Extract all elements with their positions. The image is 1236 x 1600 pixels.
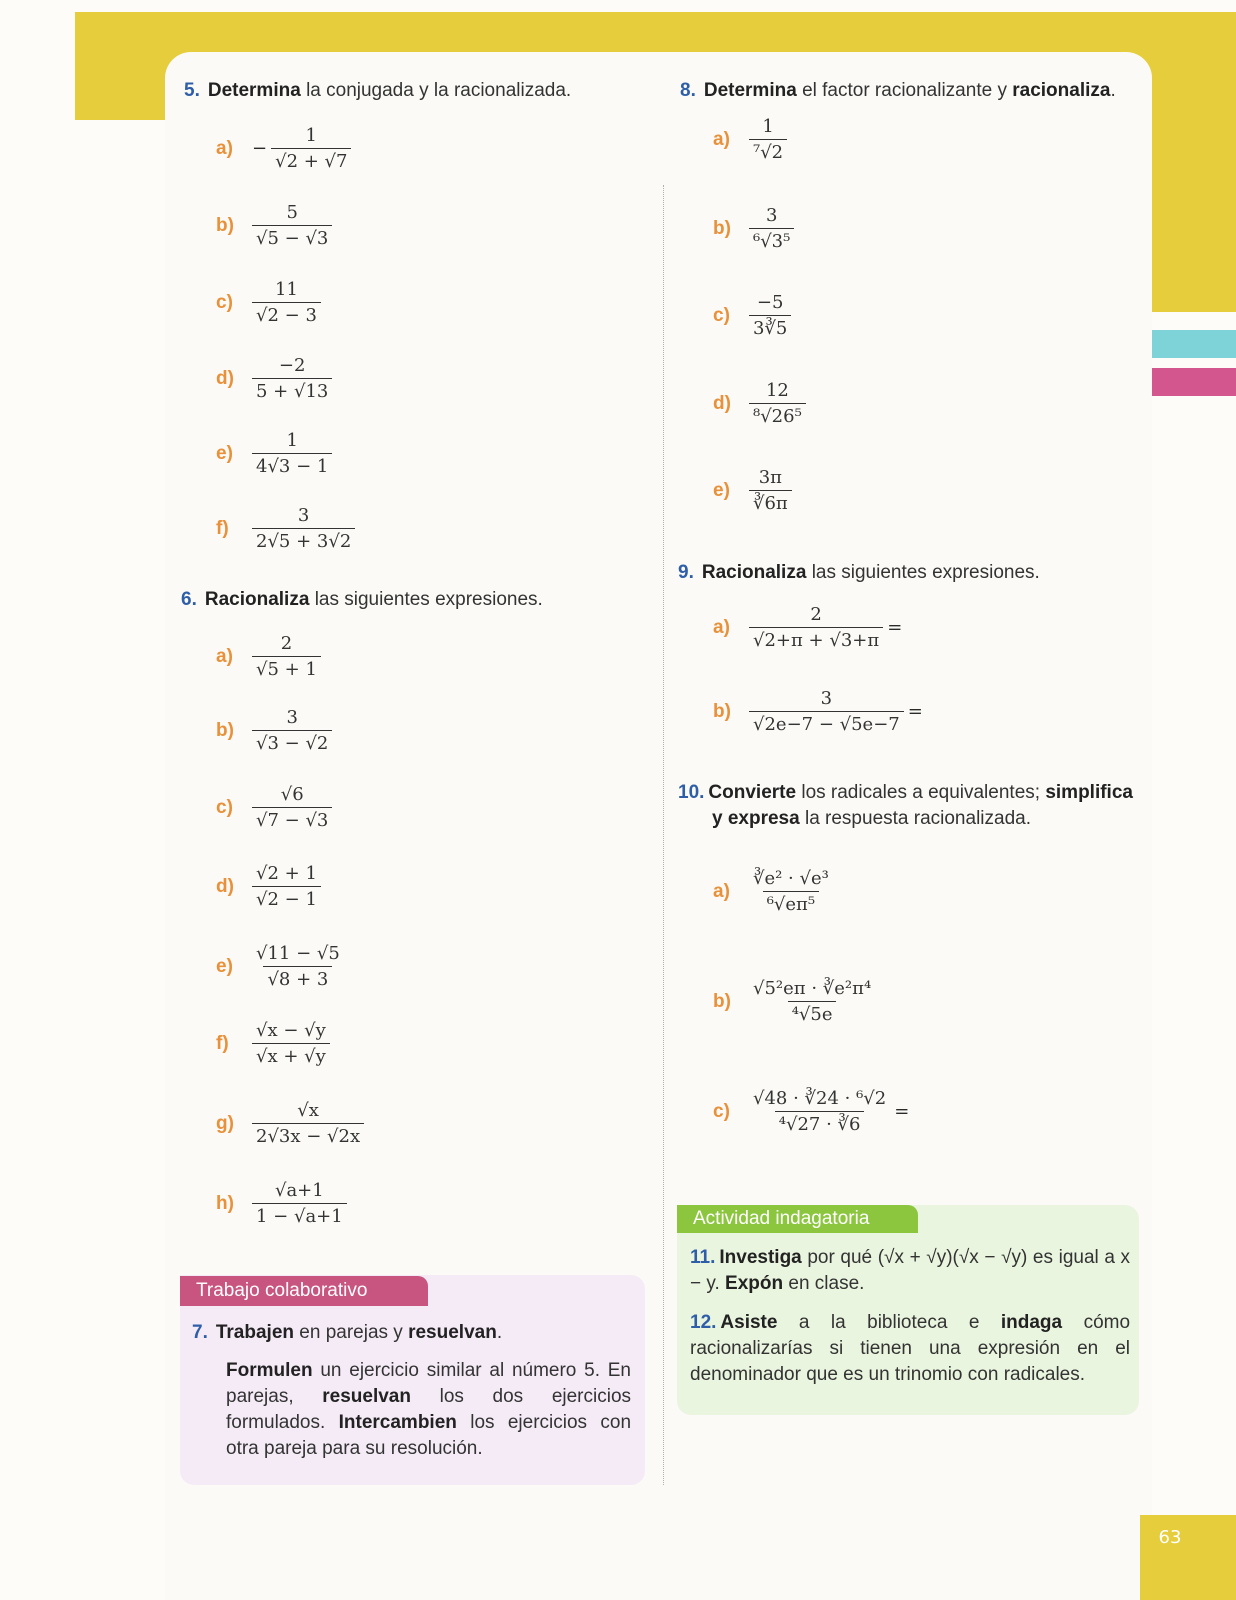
punctuation: . xyxy=(496,1322,503,1343)
exercise-5c xyxy=(216,279,321,326)
numerator: 3 xyxy=(820,688,833,709)
item-label: c) xyxy=(216,291,233,313)
numerator: √2 + 1 xyxy=(256,863,317,884)
side-color-band xyxy=(1140,12,1236,312)
item-label: c) xyxy=(216,796,233,818)
exercise-number: 10. xyxy=(678,782,705,803)
exercise-8-statement xyxy=(680,78,1116,104)
denominator: 3∛5 xyxy=(749,315,791,339)
item-label: e) xyxy=(216,955,233,977)
exercise-number: 8. xyxy=(680,80,696,101)
instruction-verb: y expresa xyxy=(712,808,800,829)
numerator: 1 xyxy=(762,116,774,137)
instruction-verb: resuelvan xyxy=(408,1322,497,1343)
instruction-verb: Intercambien xyxy=(338,1412,457,1433)
fraction xyxy=(252,430,332,477)
exercise-6h xyxy=(216,1180,347,1227)
fraction xyxy=(749,604,883,651)
fraction xyxy=(749,978,875,1025)
item-label: c) xyxy=(713,1100,730,1122)
fraction xyxy=(749,688,904,735)
fraction xyxy=(252,279,321,326)
denominator: √2 + √7 xyxy=(271,148,351,172)
denominator: ⁸√26⁵ xyxy=(749,403,806,427)
item-label: h) xyxy=(216,1192,234,1214)
exercise-7-statement xyxy=(192,1320,502,1346)
item-label: e) xyxy=(216,442,233,464)
fraction xyxy=(749,868,833,915)
exercise-6a xyxy=(216,633,321,680)
instruction-text: el factor racionalizante y xyxy=(802,80,1007,101)
denominator: √5 + 1 xyxy=(252,656,321,680)
numerator: √6 xyxy=(280,784,304,805)
exercise-6b xyxy=(216,707,332,754)
numerator: √a+1 xyxy=(274,1180,324,1201)
exercise-5f xyxy=(216,505,355,552)
exercise-5-statement xyxy=(184,78,571,104)
numerator: 3 xyxy=(297,505,310,526)
instruction-text: la respuesta racionalizada. xyxy=(804,808,1031,829)
fraction xyxy=(749,380,806,427)
instruction-verb: Trabajen xyxy=(215,1322,295,1343)
column-divider xyxy=(663,185,664,1485)
fraction xyxy=(252,355,332,402)
exercise-5b xyxy=(216,202,332,249)
exercise-6d xyxy=(216,863,321,910)
numerator: 3π xyxy=(758,467,783,488)
exercise-8e xyxy=(713,467,792,514)
exercise-number: 7. xyxy=(192,1322,208,1343)
fraction xyxy=(252,707,332,754)
exercise-6e xyxy=(216,943,344,990)
exercise-6c xyxy=(216,784,332,831)
instruction-text: las siguientes expresiones. xyxy=(811,562,1040,583)
instruction-text: por qué (√x + √y)(√x − √y) es igual a x − y. xyxy=(690,1247,1131,1294)
fraction xyxy=(749,205,794,252)
instruction-verb: Formulen xyxy=(226,1360,313,1381)
numerator: −5 xyxy=(756,292,784,313)
denominator: 1 − √a+1 xyxy=(252,1203,347,1227)
instruction-verb: Racionaliza xyxy=(701,562,807,583)
instruction-verb: resuelvan xyxy=(322,1386,411,1407)
collaborative-work-header: Trabajo colaborativo xyxy=(180,1276,428,1306)
numerator: √48 · ∛24 · ⁶√2 xyxy=(753,1088,887,1109)
instruction-verb: indaga xyxy=(1000,1312,1063,1333)
numerator: 2 xyxy=(810,604,822,625)
exercise-12 xyxy=(690,1310,1130,1388)
instruction-text: en clase. xyxy=(788,1273,865,1294)
instruction-verb: Asiste xyxy=(720,1312,778,1333)
item-label: b) xyxy=(713,990,731,1012)
denominator: 2√3x − √2x xyxy=(252,1123,364,1147)
exercise-number: 9. xyxy=(678,562,694,583)
denominator: ⁴√27 · ∛6 xyxy=(775,1111,865,1135)
section-tab-cyan xyxy=(1152,330,1236,358)
instruction-verb: Expón xyxy=(725,1273,784,1294)
numerator: −2 xyxy=(278,355,306,376)
numerator: 1 xyxy=(286,430,298,451)
numerator: 5 xyxy=(286,202,298,223)
fraction xyxy=(252,1020,330,1067)
instruction-verb: racionaliza xyxy=(1012,80,1111,101)
exercise-number: 12. xyxy=(690,1312,717,1333)
instruction-verb: Convierte xyxy=(708,782,797,803)
exercise-5d xyxy=(216,355,332,402)
item-label: c) xyxy=(713,304,730,326)
instruction-text: en parejas y xyxy=(299,1322,403,1343)
exercise-8c xyxy=(713,292,791,339)
item-label: b) xyxy=(713,217,731,239)
exercise-10-statement xyxy=(678,780,1143,832)
item-label: d) xyxy=(216,875,234,897)
denominator: ⁶√3⁵ xyxy=(749,228,794,252)
exercise-9b xyxy=(713,688,923,735)
numerator: √x − √y xyxy=(256,1020,326,1041)
numerator: ∛e² · √e³ xyxy=(753,868,829,889)
denominator: √2e−7 − √5e−7 xyxy=(749,711,904,735)
numerator: √5²eπ · ∛e²π⁴ xyxy=(753,978,872,999)
instruction-text: cómo racionalizarías si tienen una expresión en el denominador que es un trinomio con radicales. xyxy=(690,1312,1131,1385)
exercise-5e xyxy=(216,430,332,477)
exercise-9-statement xyxy=(678,560,1040,586)
item-label: e) xyxy=(713,479,730,501)
numerator: √x xyxy=(297,1100,319,1121)
minus-sign: − xyxy=(252,138,268,159)
denominator: √3 − √2 xyxy=(252,730,332,754)
denominator: √5 − √3 xyxy=(252,225,332,249)
equals-sign: = xyxy=(887,617,903,638)
section-tab-pink xyxy=(1152,368,1236,396)
denominator: √2 − 1 xyxy=(252,886,321,910)
fraction xyxy=(271,125,351,172)
fraction xyxy=(252,863,321,910)
denominator: √2 − 3 xyxy=(252,302,321,326)
instruction-verb: Determina xyxy=(703,80,797,101)
denominator: ⁷√2 xyxy=(749,139,787,163)
equals-sign: = xyxy=(907,701,923,722)
exercise-8b xyxy=(713,205,794,252)
item-label: a) xyxy=(216,137,233,159)
denominator: 2√5 + 3√2 xyxy=(252,528,355,552)
fraction xyxy=(252,1100,364,1147)
instruction-text: los ejercicios con otra pareja para su resolución. xyxy=(226,1412,632,1459)
exercise-number: 11. xyxy=(690,1247,716,1268)
item-label: a) xyxy=(713,616,730,638)
denominator: ⁴√5e xyxy=(788,1001,837,1025)
item-label: a) xyxy=(713,128,730,150)
instruction-verb: Racionaliza xyxy=(204,589,310,610)
denominator: √x + √y xyxy=(252,1043,330,1067)
denominator: √2+π + √3+π xyxy=(749,627,883,651)
exercise-6-statement xyxy=(181,587,543,613)
item-label: d) xyxy=(713,392,731,414)
item-label: b) xyxy=(216,719,234,741)
instruction-text: las siguientes expresiones. xyxy=(314,589,543,610)
item-label: a) xyxy=(713,880,730,902)
numerator: 2 xyxy=(280,633,293,654)
fraction xyxy=(749,116,787,163)
item-label: f) xyxy=(216,517,229,539)
instruction-text: los dos ejercicios formulados. xyxy=(226,1386,632,1433)
numerator: 11 xyxy=(275,279,298,300)
numerator: 12 xyxy=(765,380,789,401)
denominator: 4√3 − 1 xyxy=(252,453,332,477)
item-label: b) xyxy=(216,214,234,236)
fraction xyxy=(252,202,332,249)
exercise-number: 6. xyxy=(181,589,197,610)
exercise-10b xyxy=(713,978,875,1025)
exercise-7-paragraph xyxy=(226,1358,631,1462)
instruction-text: la conjugada y la racionalizada. xyxy=(306,80,572,101)
exercise-number: 5. xyxy=(184,80,200,101)
instruction-text: a la biblioteca e xyxy=(798,1312,980,1333)
exercise-6g xyxy=(216,1100,364,1147)
fraction xyxy=(252,1180,347,1227)
fraction xyxy=(749,292,791,339)
inquiry-activity-header: Actividad indagatoria xyxy=(677,1205,918,1233)
exercise-8a xyxy=(713,116,787,163)
instruction-verb: Determina xyxy=(207,80,301,101)
exercise-8d xyxy=(713,380,806,427)
instruction-verb: simplifica xyxy=(1045,782,1133,803)
numerator: 3 xyxy=(286,707,298,728)
instruction-text: los radicales a equivalentes; xyxy=(801,782,1041,803)
numerator: 1 xyxy=(305,125,317,146)
denominator: √8 + 3 xyxy=(263,966,332,990)
numerator: 3 xyxy=(765,205,778,226)
fraction xyxy=(749,1088,890,1135)
fraction xyxy=(252,505,355,552)
punctuation: . xyxy=(1110,80,1116,101)
exercise-6f xyxy=(216,1020,330,1067)
denominator: √7 − √3 xyxy=(252,807,332,831)
item-label: f) xyxy=(216,1032,229,1054)
fraction xyxy=(252,943,344,990)
fraction xyxy=(252,633,321,680)
exercise-10a xyxy=(713,868,833,915)
instruction-verb: Investiga xyxy=(719,1247,802,1268)
denominator: ⁶√eπ⁵ xyxy=(763,891,819,915)
denominator: ∛6π xyxy=(749,490,792,514)
exercise-5a xyxy=(216,125,351,172)
page-number: 63 xyxy=(1158,1527,1182,1548)
item-label: d) xyxy=(216,367,234,389)
item-label: g) xyxy=(216,1112,234,1134)
exercise-11 xyxy=(690,1245,1130,1297)
denominator: 5 + √13 xyxy=(252,378,332,402)
exercise-10c xyxy=(713,1088,909,1135)
exercise-9a xyxy=(713,604,902,651)
item-label: b) xyxy=(713,700,731,722)
instruction-text: un ejercicio similar al número 5. En parejas, xyxy=(226,1360,631,1407)
numerator: √11 − √5 xyxy=(256,943,340,964)
equals-sign: = xyxy=(894,1101,910,1122)
fraction xyxy=(252,784,332,831)
fraction xyxy=(749,467,792,514)
item-label: a) xyxy=(216,645,233,667)
